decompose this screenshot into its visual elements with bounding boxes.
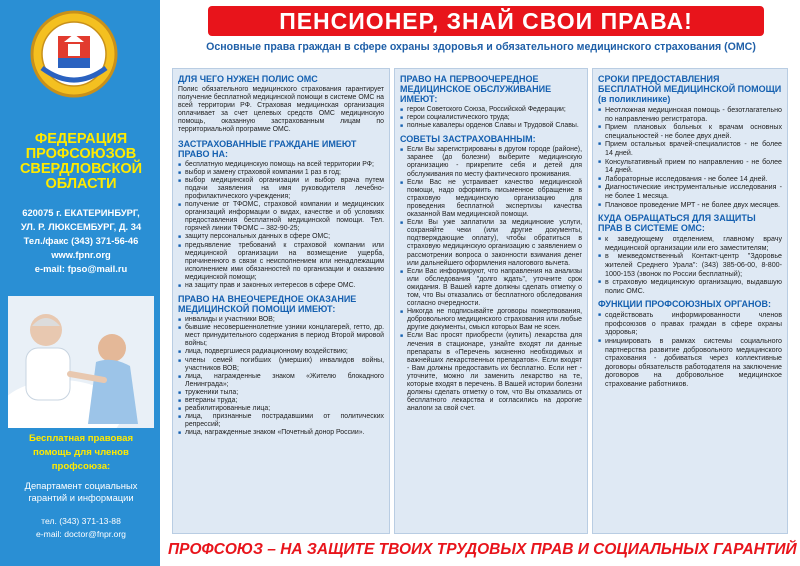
section-heading: ПРАВО НА ВНЕОЧЕРЕДНОЕ ОКАЗАНИЕ МЕДИЦИНСКОЙ ПОМОЩИ ИМЕЮТ: <box>178 294 357 315</box>
list-item: ■ Лабораторные исследования - не более 14 дней. <box>598 175 782 184</box>
department-line: гарантий и информации <box>28 492 134 503</box>
list-item: ■ Прием остальных врачей-специалистов - не более 14 дней. <box>598 140 782 157</box>
org-name-line: ФЕДЕРАЦИЯ <box>34 131 128 147</box>
list-item: ■ в межведомственный Контакт-центр "Здоровье жителей Среднего Урала": (343) 385-06-00, 8-800-1000-153 (звонок по России бесплатный); <box>598 252 782 278</box>
list-item: ■ на защиту прав и законных интересов в сфере ОМС. <box>178 282 384 290</box>
list-item: ■ лица, признанные пострадавшими от политических репрессий; <box>178 413 384 429</box>
list-item: ■ в страховую медицинскую организацию, выдавшую полис ОМС. <box>598 278 782 295</box>
org-address <box>4 206 158 276</box>
left-sidebar <box>0 0 160 566</box>
list-item: ■ выбор и замену страховой компании 1 раз в год; <box>178 169 384 177</box>
list-item: ■ лица, награжденные знаком «Почетный донор России». <box>178 429 384 437</box>
org-name-line: ПРОФСОЮЗОВ <box>25 146 137 162</box>
website-link[interactable]: www.fpnr.org <box>51 249 111 260</box>
department-phone: тел. (343) 371-13-88 <box>41 516 121 526</box>
list-item: ■ к заведующему отделением, главному врачу медицинской организации или его заместителям; <box>598 235 782 252</box>
section-heading: ПРАВО НА ПЕРВООЧЕРЕДНОЕ МЕДИЦИНСКОЕ ОБСЛУЖИВАНИЕ ИМЕЮТ: <box>400 74 552 104</box>
list-item: ■ лица, подвергшиеся радиационному воздействию; <box>178 348 384 356</box>
column-omc-rights <box>172 68 390 534</box>
list-item: ■ Если Вас не устраивает качество медицинской помощи, надо оформить письменное обращение в страховую медицинскую организацию для проведения бесплатной экспертизы качества оказанной Вам медицинской помощи. <box>400 179 582 219</box>
section-heading: ДЛЯ ЧЕГО НУЖЕН ПОЛИС ОМС <box>178 74 318 84</box>
section-heading: ФУНКЦИИ ПРОФСОЮЗНЫХ ОРГАНОВ: <box>598 299 772 310</box>
list-item: ■ Если Вас просят приобрести (купить) лекарства для лечения в стационаре, узнайте входят ли данные препараты в «Перечень жизненно необходимых и важнейших лекарственных препаратов». Если входят - Вам должны предоставить их бесплатно. Если нет - уточните, можно ли заменить лекарство на те, которые входят в перечень. В Вашей истории болезни должны сделать отметку о том, что Вы отказались от бесплатного лекарства и согласились на дорогие аналоги за свой счет. <box>400 332 582 413</box>
list-item: ■ труженики тыла; <box>178 389 384 397</box>
doctor-patient-photo <box>8 296 154 428</box>
legal-help-line: Бесплатная правовая <box>28 433 134 444</box>
section-text: Полис обязательного медицинского страхования гарантирует получение бесплатной медицинской помощи в системе ОМС на всей территории РФ. Страховая медицинская организация оплачивает за счет целевых средств ОМС медицинскую помощь, оказанную застрахованным лицам по территориальной программе ОМС. <box>178 86 384 134</box>
list-item: ■ Никогда не подписывайте договоры пожертвования, добровольного медицинского страхования или любые другие документы, смысл которых Вам не ясен. <box>400 308 582 332</box>
list-item: ■ Прием плановых больных к врачам основных специальностей - не более двух дней. <box>598 123 782 140</box>
list-item: ■ реабилитированные лица; <box>178 405 384 413</box>
address-line: УЛ. Р. ЛЮКСЕМБУРГ, Д. 34 <box>20 221 142 232</box>
column-deadlines <box>592 68 788 534</box>
photo-illustration <box>8 296 154 428</box>
list-item: ■ лица, награжденные знаком «Жителю блокадного Ленинграда»; <box>178 373 384 389</box>
column-advice <box>394 68 588 534</box>
list-item: ■ Если Вы уже заплатили за медицинские услуги, сохраняйте чеки (или другие документы, подтверждающие оплату), чтобы обратиться в страховую медицинскую организацию с заявлением о рассмотрении вопроса о законности взимания денег или дальнейшего оформления налогового вычета. <box>400 219 582 268</box>
section-heading: СОВЕТЫ ЗАСТРАХОВАННЫМ: <box>400 134 536 145</box>
list-item: ■ Если Вас информируют, что направления на анализы или обследования "долго ждать", уточните срок ожидания. В Вашей карте должны сделать отметку о том, что Вы отказались от бесплатного обследования согласно очередности. <box>400 268 582 308</box>
department-line: Департамент социальных <box>24 480 138 491</box>
org-name-line: ОБЛАСТИ <box>45 176 117 192</box>
list-item: ■ инвалиды и участники ВОВ; <box>178 316 384 324</box>
list-item: ■ Неотложная медицинская помощь - безотлагательно по направлению регистратора. <box>598 106 782 123</box>
department-email[interactable]: e-mail: doctor@fnpr.org <box>36 529 126 539</box>
list-item: ■ выбор медицинской организации и выбор врача путем подачи заявления на имя руководителя лечебно-профилактического учреждения; <box>178 177 384 201</box>
section-heading: ЗАСТРАХОВАННЫЕ ГРАЖДАНЕ ИМЕЮТ ПРАВО НА: <box>178 138 357 159</box>
address-line: 620075 г. ЕКАТЕРИНБУРГ, <box>22 207 140 218</box>
org-name <box>6 132 156 192</box>
list-item: ■ члены семей погибших (умерших) инвалидов войны, участников ВОВ; <box>178 357 384 373</box>
legal-help-line: помощь для членов <box>33 447 129 458</box>
email-link[interactable]: e-mail: fpso@mail.ru <box>34 263 128 274</box>
list-item: ■ предъявление требований к страховой компании или медицинской организации на возмещение ущерба, причиненного в связи с неисполнением или ненадлежащим исполнением ими обязанностей по организации и оказанию медицинской помощи; <box>178 242 384 282</box>
list-item: ■ бывшие несовершеннолетние узники концлагерей, гетто, др. мест принудительного содержания в период Второй мировой войны; <box>178 324 384 348</box>
page-subtitle: Основные права граждан в сфере охраны здоровья и обязательного медицинского страхования (ОМС) <box>206 41 756 53</box>
list-item: ■ Диагностические инструментальные исследования - не более 1 месяца. <box>598 183 782 200</box>
list-item: ■ инициировать в рамках системы социального партнерства развитие добровольного медицинского страхования - добиваться через коллективные договоры обязательств работодателя на заключение договоров на добровольное медицинское страхование работников. <box>598 337 782 389</box>
list-item: ■ Плановое проведение МРТ - не более двух месяцев. <box>598 201 782 210</box>
list-item: ■ полные кавалеры орденов Славы и Трудовой Славы. <box>400 122 582 130</box>
list-item: ■ получение от ТФОМС, страховой компании и медицинских организаций информации о видах, качестве и об условиях предоставления бесплатной медицинской помощи. Тел. горячей линии ТФОМС – 382-90-25; <box>178 201 384 233</box>
list-item: ■ герои социалистического труда; <box>400 114 582 122</box>
department-name <box>6 480 156 504</box>
federation-logo <box>28 8 120 100</box>
department-contact <box>6 515 156 541</box>
list-item: ■ Если Вы зарегистрированы в другом городе (районе), заранее (до болезни) выберите медицинскую организацию - прикрепите себя и детей для обслуживания по месту фактического проживания. <box>400 146 582 178</box>
list-item: ■ герои Советского Союза, Российской Федерации; <box>400 106 582 114</box>
legal-help-line: профсоюза: <box>51 461 111 472</box>
list-item: ■ бесплатную медицинскую помощь на всей территории РФ; <box>178 161 384 169</box>
page-title: ПЕНСИОНЕР, ЗНАЙ СВОИ ПРАВА! <box>279 8 693 34</box>
list-item: ■ содействовать информированности членов профсоюзов о правах граждан в сфере охраны здоровья; <box>598 311 782 337</box>
list-item: ■ ветераны труда; <box>178 397 384 405</box>
org-name-line: СВЕРДЛОВСКОЙ <box>19 161 143 177</box>
section-heading: СРОКИ ПРЕДОСТАВЛЕНИЯ БЕСПЛАТНОЙ МЕДИЦИНСКОЙ ПОМОЩИ (в поликлинике) <box>598 74 782 104</box>
footer-slogan: ПРОФСОЮЗ – НА ЗАЩИТЕ ТВОИХ ТРУДОВЫХ ПРАВ И СОЦИАЛЬНЫХ ГАРАНТИЙ <box>168 541 797 558</box>
phone-fax: Тел./факс (343) 371-56-46 <box>23 235 139 246</box>
list-item: ■ Консультативный прием по направлению - не более 14 дней. <box>598 158 782 175</box>
legal-help-heading <box>6 432 156 474</box>
section-heading: КУДА ОБРАЩАТЬСЯ ДЛЯ ЗАЩИТЫ ПРАВ В СИСТЕМЕ ОМС: <box>598 213 756 234</box>
list-item: ■ защиту персональных данных в сфере ОМС; <box>178 233 384 241</box>
